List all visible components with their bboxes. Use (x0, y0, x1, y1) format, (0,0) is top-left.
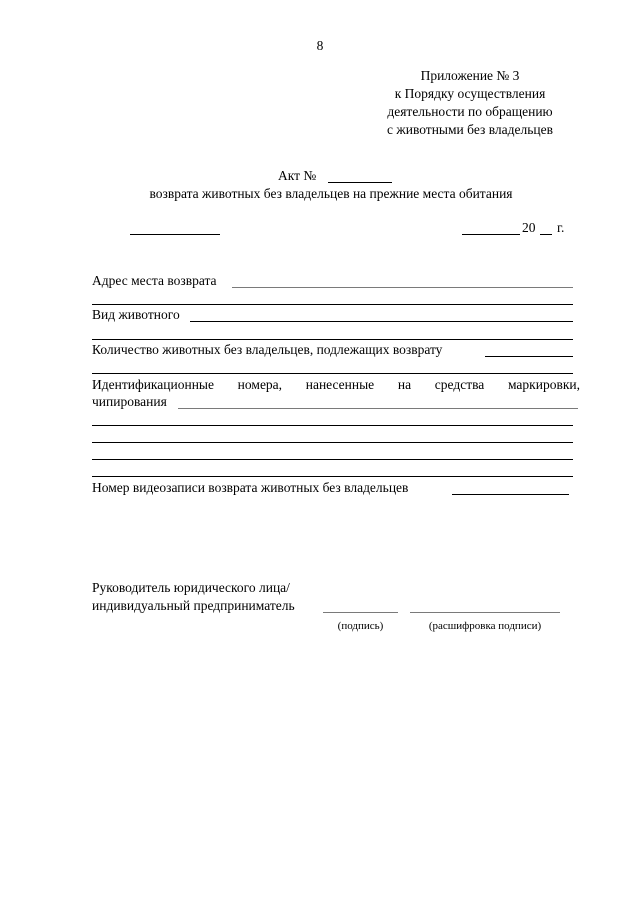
appendix-line-3: деятельности по обращению (387, 104, 553, 119)
id-numbers-label: Идентификационные номера, нанесенные на средства маркировки, (92, 377, 580, 392)
appendix-line-4: с животными без владельцев (387, 122, 553, 137)
page-number: 8 (316, 38, 324, 53)
animal-count-line[interactable] (485, 356, 573, 357)
date-year-line[interactable] (540, 234, 552, 235)
date-suffix: г. (557, 220, 565, 235)
act-title: Акт № (278, 168, 317, 183)
id-numbers-line-2[interactable] (92, 425, 573, 426)
id-numbers-line-4[interactable] (92, 459, 573, 460)
place-line[interactable] (130, 234, 220, 235)
signature-decoding-caption: (расшифровка подписи) (428, 620, 542, 632)
appendix-line-1: Приложение № 3 (420, 68, 520, 83)
act-subtitle: возврата животных без владельцев на прежние места обитания (149, 186, 513, 201)
id-numbers-label-2: чипирования (92, 394, 167, 409)
date-day-month-line[interactable] (462, 234, 520, 235)
return-address-label: Адрес места возврата (92, 273, 217, 288)
act-number-line[interactable] (328, 182, 392, 183)
animal-type-label: Вид животного (92, 307, 180, 322)
video-number-line[interactable] (452, 494, 569, 495)
id-numbers-line-3[interactable] (92, 442, 573, 443)
signer-role-line-1: Руководитель юридического лица/ (92, 580, 290, 595)
video-number-label: Номер видеозаписи возврата животных без владельцев (92, 480, 409, 495)
signature-line[interactable] (323, 612, 398, 613)
id-numbers-line[interactable] (178, 408, 578, 409)
date-year-prefix: 20 (522, 220, 536, 235)
appendix-line-2: к Порядку осуществления (394, 86, 546, 101)
signature-decoding-line[interactable] (410, 612, 560, 613)
signature-caption: (подпись) (337, 620, 384, 632)
animal-count-label: Количество животных без владельцев, подлежащих возврату (92, 342, 443, 357)
return-address-line-2[interactable] (92, 304, 573, 305)
animal-type-line[interactable] (190, 321, 573, 322)
animal-count-line-2[interactable] (92, 373, 573, 374)
animal-type-line-2[interactable] (92, 339, 573, 340)
id-numbers-line-5[interactable] (92, 476, 573, 477)
return-address-line[interactable] (232, 287, 573, 288)
signer-role-line-2: индивидуальный предприниматель (92, 598, 295, 613)
